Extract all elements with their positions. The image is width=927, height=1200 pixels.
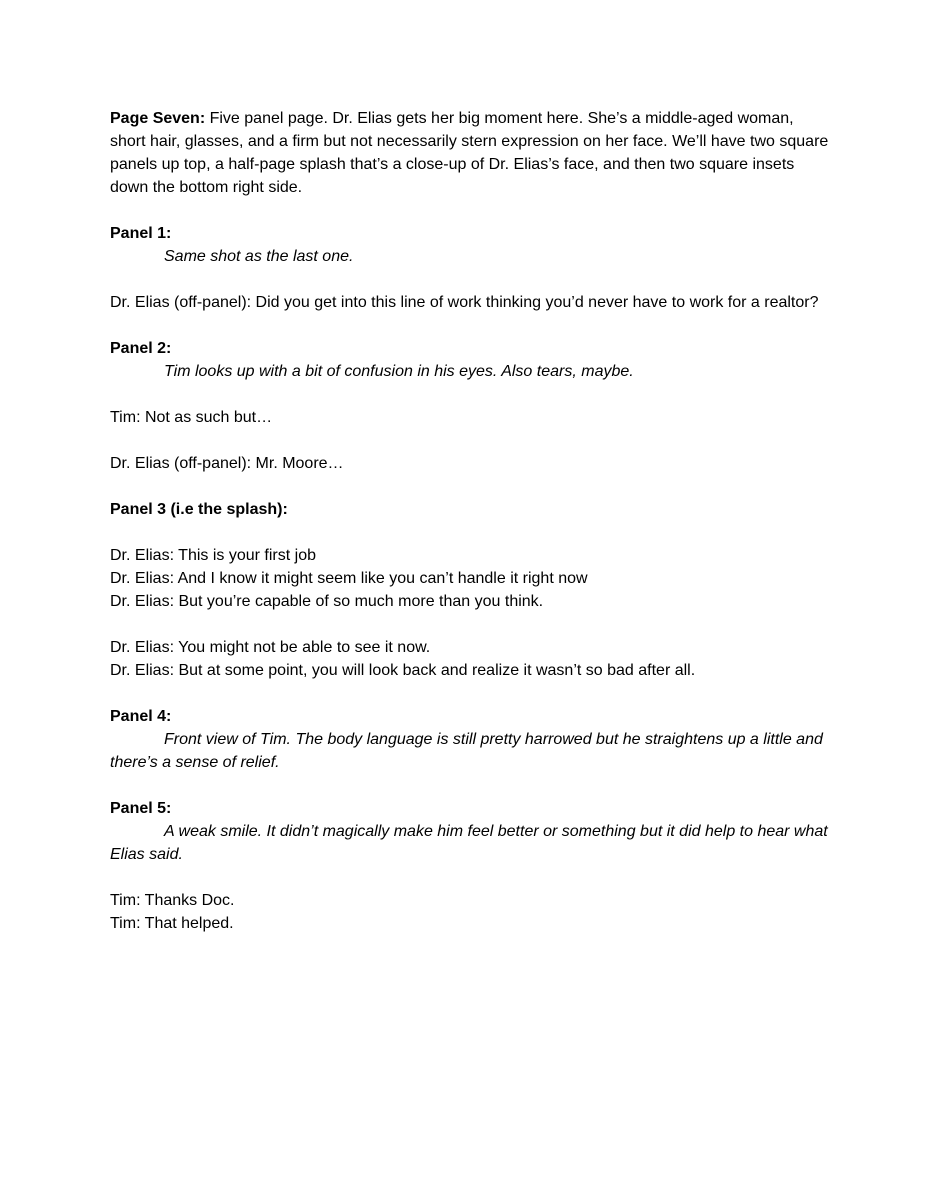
panel-3-dialogue-2: Dr. Elias: And I know it might seem like you can’t handle it right now — [110, 570, 588, 587]
script-page — [110, 107, 830, 935]
panel-3-dialogue-1: Dr. Elias: This is your first job — [110, 547, 316, 564]
panel-2-description: Tim looks up with a bit of confusion in his eyes. Also tears, maybe. — [164, 363, 634, 380]
panel-1-description: Same shot as the last one. — [164, 248, 354, 265]
panel-1-dialogue: Dr. Elias (off-panel): Did you get into this line of work thinking you’d never have to work for a realtor? — [110, 294, 819, 311]
panel-5-dialogue-1: Tim: Thanks Doc. — [110, 892, 235, 909]
panel-2-dialogue-2: Dr. Elias (off-panel): Mr. Moore… — [110, 455, 344, 472]
panel-5-description: A weak smile. It didn’t magically make him feel better or something but it did help to hear what Elias said. — [110, 823, 828, 863]
panel-3-dialogue-5: Dr. Elias: But at some point, you will look back and realize it wasn’t so bad after all. — [110, 662, 696, 679]
panel-4-description: Front view of Tim. The body language is still pretty harrowed but he straightens up a little and there’s a sense of relief. — [110, 731, 823, 771]
panel-3-dialogue-4: Dr. Elias: You might not be able to see it now. — [110, 639, 431, 656]
panel-3-dialogue-3: Dr. Elias: But you’re capable of so much more than you think. — [110, 593, 544, 610]
panel-4-heading: Panel 4: — [110, 708, 172, 725]
panel-2-heading: Panel 2: — [110, 340, 172, 357]
panel-3-heading: Panel 3 (i.e the splash): — [110, 501, 288, 518]
panel-5-dialogue-2: Tim: That helped. — [110, 915, 234, 932]
panel-1-heading: Panel 1: — [110, 225, 172, 242]
page-label: Page Seven: — [110, 110, 206, 127]
page-description: Five panel page. Dr. Elias gets her big moment here. She’s a middle-aged woman, short hair, glasses, and a firm but not necessarily stern expression on her face. We’ll have two square panels up top, a half-page splash that’s a close-up of Dr. Elias’s face, and then two square insets down the bottom right side. — [110, 110, 829, 196]
panel-5-heading: Panel 5: — [110, 800, 172, 817]
panel-2-dialogue-1: Tim: Not as such but… — [110, 409, 273, 426]
page-intro — [110, 107, 830, 199]
